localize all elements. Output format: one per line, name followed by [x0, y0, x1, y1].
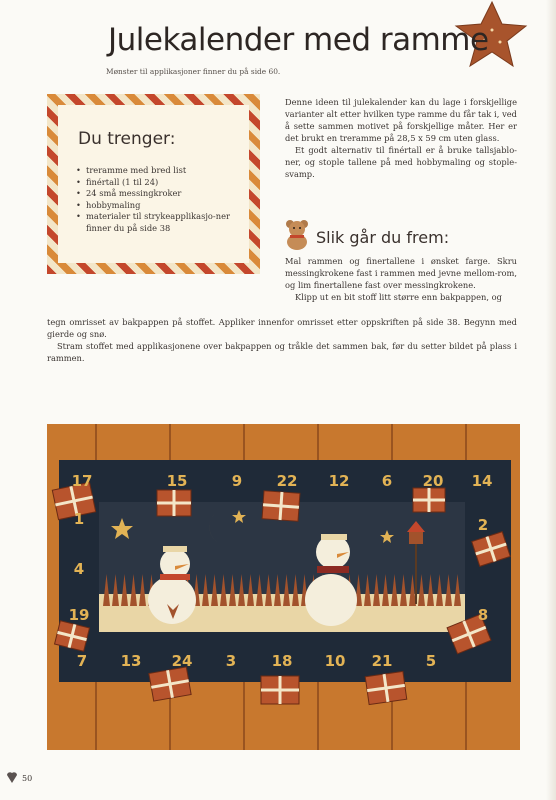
instructions-continued: [47, 316, 517, 364]
instructions-paragraph: tegn omrisset av bakpappen på stoffet. Appliker innenfor omrisset etter oppskriften på side 38. Begynn med gierde og snø.: [47, 317, 517, 339]
materials-item: • 24 små messingkroker: [76, 188, 249, 200]
materials-box: [47, 94, 260, 274]
calendar-number: 17: [71, 472, 93, 490]
intro-text: [285, 96, 517, 180]
gift-box-icon: [262, 491, 300, 521]
calendar-number: 22: [276, 472, 298, 490]
calendar-number: 21: [371, 652, 393, 670]
materials-list: [76, 165, 249, 235]
calendar-number: 1: [73, 510, 85, 528]
calendar-number: 10: [324, 652, 346, 670]
calendar-number: 4: [73, 560, 85, 578]
instructions-heading: Slik går du frem:: [316, 228, 450, 247]
calendar-number: 24: [171, 652, 193, 670]
page-edge: [546, 0, 556, 800]
calendar-number: 3: [225, 652, 237, 670]
materials-heading: Du trenger:: [78, 129, 176, 149]
gift-box-icon: [413, 488, 445, 512]
page-subtitle: Mønster til applikasjoner finner du på side 60.: [106, 67, 281, 76]
instructions-text: [285, 255, 517, 303]
calendar-number: 18: [271, 652, 293, 670]
calendar-number: 2: [477, 516, 489, 534]
gift-box-icon: [157, 490, 191, 516]
calendar-number: 19: [68, 606, 90, 624]
calendar-number: 15: [166, 472, 188, 490]
instructions-paragraph: Klipp ut en bit stoff litt større enn bakpappen, og: [295, 292, 502, 302]
gift-box-icon: [365, 671, 407, 704]
gift-box-icon: [261, 676, 299, 704]
calendar-number: 5: [425, 652, 437, 670]
materials-item: • treramme med bred list: [76, 165, 249, 177]
instructions-paragraph: Mal rammen og finertallene i ønsket farge. Skru messingkrokene fast i rammen med jevne mellom-rom, og lim finertallene fast over messingkrokene.: [285, 256, 517, 290]
intro-paragraph: Denne ideen til julekalender kan du lage i forskjellige varianter alt etter hvilken type ramme du får tak i, ved å sette sammen motivet på forskjellige måter. Her er det brukt en treramme på 28,5 x 59 cm uten glass.: [285, 97, 517, 143]
calendar-number: 12: [328, 472, 350, 490]
calendar-number: 20: [422, 472, 444, 490]
calendar-number: 7: [76, 652, 88, 670]
calendar-illustration: [47, 424, 520, 750]
materials-item: • hobbymaling: [76, 200, 249, 212]
heart-icon: [6, 770, 18, 784]
gift-box-icon: [149, 667, 191, 701]
instructions-paragraph: Stram stoffet med applikasjonene over bakpappen og tråkle det sammen bak, før du setter bildet på plass i rammen.: [47, 341, 517, 363]
calendar-number: 13: [120, 652, 142, 670]
intro-paragraph: Et godt alternativ til finértall er å bruke tallsjablo-ner, og stople tallene på med hobbymaling og stople-svamp.: [285, 145, 517, 179]
calendar-number: 6: [381, 472, 393, 490]
materials-item: • materialer til strykeapplikasjo-ner finner du på side 38: [76, 211, 249, 234]
calendar-number: 14: [471, 472, 493, 490]
calendar-photo: [47, 424, 520, 750]
page-number: 50: [22, 774, 33, 783]
page-title: Julekalender med ramme: [108, 22, 489, 58]
teddy-bear-icon: [281, 217, 313, 251]
calendar-number: 8: [477, 606, 489, 624]
calendar-number: 9: [231, 472, 243, 490]
materials-item: • finértall (1 til 24): [76, 177, 249, 189]
